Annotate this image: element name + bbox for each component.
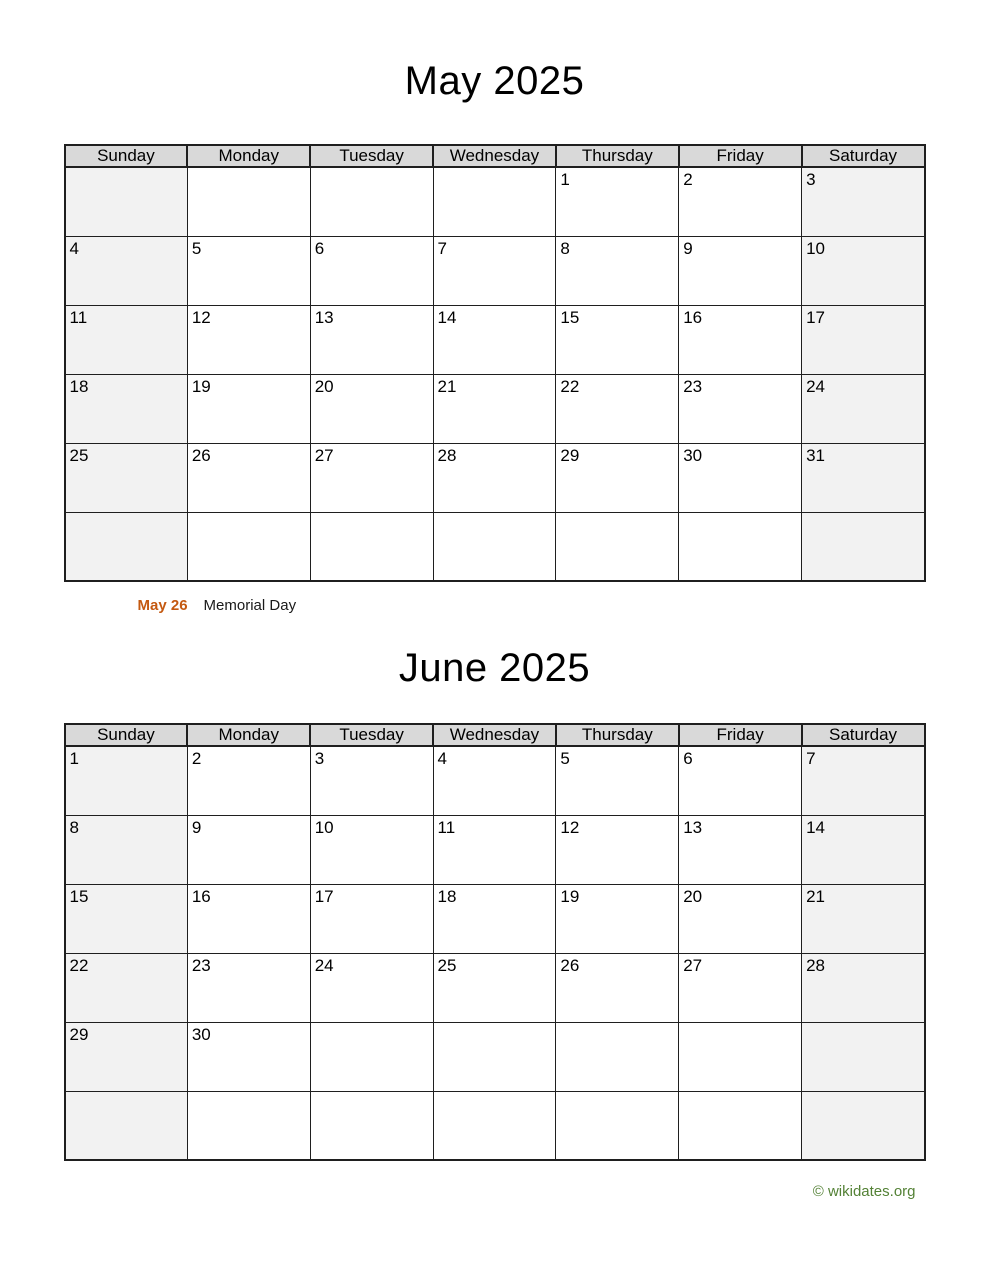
day-cell [556,443,679,512]
empty-day-cell [802,1022,925,1091]
day-cell [433,305,556,374]
day-cell [802,746,925,815]
day-cell [187,884,310,953]
day-cell [65,374,188,443]
calendar-header [65,145,925,167]
day-cell [187,1022,310,1091]
calendar-page [64,0,926,1201]
day-cell [187,443,310,512]
empty-day-cell [65,1091,188,1160]
day-cell [556,746,679,815]
day-cell [556,305,679,374]
day-cell [556,884,679,953]
day-number: 2 [191,749,202,768]
day-number: 19 [191,376,211,396]
day-cell [556,953,679,1022]
day-number: 4 [437,749,447,768]
day-cell [187,305,310,374]
weekday-header: Saturday [802,724,925,746]
calendar-body [65,746,925,1160]
day-number: 20 [683,886,703,906]
day-number: 1 [560,170,570,189]
day-cell [310,953,433,1022]
day-cell [802,236,925,305]
day-number: 28 [437,445,457,465]
day-number: 31 [806,445,825,465]
day-number: 30 [191,1024,211,1044]
holiday-notes [138,597,926,615]
weekday-header: Friday [679,724,802,746]
day-number: 15 [69,886,89,906]
day-cell [802,815,925,884]
day-number: 1 [69,749,79,768]
day-number: 12 [560,817,580,837]
day-cell [433,884,556,953]
page-footer [64,1183,926,1201]
day-number: 11 [437,817,456,837]
day-number: 24 [806,376,825,396]
day-number: 14 [806,817,825,837]
day-cell [679,443,802,512]
day-cell [802,443,925,512]
week-row [65,167,925,236]
weekday-header: Monday [187,145,310,167]
day-number: 7 [437,238,447,258]
day-number: 4 [69,238,79,258]
weekday-header: Tuesday [310,724,433,746]
day-number: 3 [314,749,325,768]
empty-day-cell [310,1022,433,1091]
day-cell [556,815,679,884]
weekday-header-row [65,145,925,167]
day-number: 10 [314,817,334,837]
day-number: 18 [437,886,457,906]
months-container [64,57,926,1161]
day-number: 5 [191,238,202,258]
day-cell [433,236,556,305]
day-cell [679,305,802,374]
day-number: 5 [560,749,570,768]
week-row [65,443,925,512]
weekday-header-row [65,724,925,746]
day-cell [310,236,433,305]
day-number: 9 [683,238,693,258]
empty-day-cell [310,512,433,581]
calendar-table [64,723,926,1161]
day-cell [310,746,433,815]
week-row [65,236,925,305]
weekday-header: Friday [679,145,802,167]
day-cell [65,884,188,953]
empty-day-cell [679,1022,802,1091]
day-number: 25 [437,955,457,975]
day-number: 16 [191,886,211,906]
empty-day-cell [65,167,188,236]
week-row [65,1091,925,1160]
day-cell [433,815,556,884]
day-cell [65,443,188,512]
day-cell [802,167,925,236]
day-number: 11 [69,307,88,327]
week-row [65,884,925,953]
empty-day-cell [556,1091,679,1160]
day-cell [65,815,188,884]
day-cell [679,953,802,1022]
day-cell [187,374,310,443]
week-row [65,374,925,443]
empty-day-cell [187,167,310,236]
empty-day-cell [433,167,556,236]
day-cell [433,953,556,1022]
day-number: 17 [314,886,334,906]
weekday-header: Monday [187,724,310,746]
month-title: May 2025 [404,59,585,103]
day-cell [679,167,802,236]
holiday-note [138,597,926,615]
day-cell [556,167,679,236]
day-number: 21 [437,376,457,396]
day-number: 29 [560,445,580,465]
day-number: 26 [191,445,211,465]
week-row [65,512,925,581]
day-number: 30 [683,445,703,465]
weekday-header: Thursday [556,145,679,167]
day-cell [187,815,310,884]
day-number: 24 [314,955,334,975]
holiday-date: May 26 [137,597,188,614]
day-number: 8 [560,238,570,258]
empty-day-cell [433,512,556,581]
day-cell [65,236,188,305]
month-section [64,644,926,1161]
day-cell [310,374,433,443]
day-cell [65,1022,188,1091]
day-number: 7 [806,749,816,768]
empty-day-cell [433,1091,556,1160]
day-cell [187,236,310,305]
calendar-body [65,167,925,581]
week-row [65,746,925,815]
day-cell [679,746,802,815]
day-number: 6 [683,749,693,768]
weekday-header: Saturday [802,145,925,167]
copyright-text: © wikidates.org [812,1183,916,1200]
day-number: 3 [806,170,816,189]
day-cell [679,884,802,953]
empty-day-cell [310,167,433,236]
day-number: 10 [806,238,825,258]
empty-day-cell [310,1091,433,1160]
day-number: 23 [683,376,703,396]
day-cell [65,746,188,815]
day-number: 19 [560,886,580,906]
day-number: 29 [69,1024,89,1044]
day-number: 17 [806,307,825,327]
day-number: 26 [560,955,580,975]
calendar-header [65,724,925,746]
day-number: 23 [191,955,211,975]
day-number: 8 [69,817,79,837]
day-cell [679,236,802,305]
empty-day-cell [802,1091,925,1160]
week-row [65,305,925,374]
day-cell [65,305,188,374]
day-cell [433,746,556,815]
day-cell [802,953,925,1022]
weekday-header: Sunday [65,145,188,167]
week-row [65,815,925,884]
day-cell [187,746,310,815]
day-number: 2 [683,170,693,189]
day-number: 14 [437,307,457,327]
day-cell [556,236,679,305]
empty-day-cell [556,512,679,581]
weekday-header: Wednesday [433,145,556,167]
day-cell [310,305,433,374]
day-number: 25 [69,445,89,465]
day-cell [433,443,556,512]
day-cell [556,374,679,443]
weekday-header: Sunday [65,724,188,746]
day-number: 27 [314,445,334,465]
day-cell [310,443,433,512]
empty-day-cell [433,1022,556,1091]
day-number: 13 [314,307,334,327]
month-title: June 2025 [398,646,591,690]
week-row [65,953,925,1022]
day-cell [802,305,925,374]
day-number: 20 [314,376,334,396]
empty-day-cell [187,512,310,581]
day-number: 22 [69,955,89,975]
day-cell [310,884,433,953]
day-cell [802,884,925,953]
empty-day-cell [679,1091,802,1160]
weekday-header: Thursday [556,724,679,746]
day-number: 6 [314,238,325,258]
weekday-header: Wednesday [433,724,556,746]
day-number: 28 [806,955,825,975]
day-number: 15 [560,307,580,327]
day-cell [679,374,802,443]
day-cell [679,815,802,884]
empty-day-cell [679,512,802,581]
empty-day-cell [556,1022,679,1091]
empty-day-cell [802,512,925,581]
calendar-table [64,144,926,582]
day-number: 9 [191,817,202,837]
day-cell [187,953,310,1022]
weekday-header: Tuesday [310,145,433,167]
day-number: 21 [806,886,825,906]
day-cell [802,374,925,443]
day-number: 22 [560,376,580,396]
empty-day-cell [65,512,188,581]
day-number: 13 [683,817,703,837]
day-number: 12 [191,307,211,327]
empty-day-cell [187,1091,310,1160]
day-cell [65,953,188,1022]
day-number: 16 [683,307,703,327]
holiday-name: Memorial Day [203,597,297,614]
month-section [64,57,926,615]
day-number: 18 [69,376,89,396]
day-cell [433,374,556,443]
week-row [65,1022,925,1091]
day-cell [310,815,433,884]
day-number: 27 [683,955,703,975]
